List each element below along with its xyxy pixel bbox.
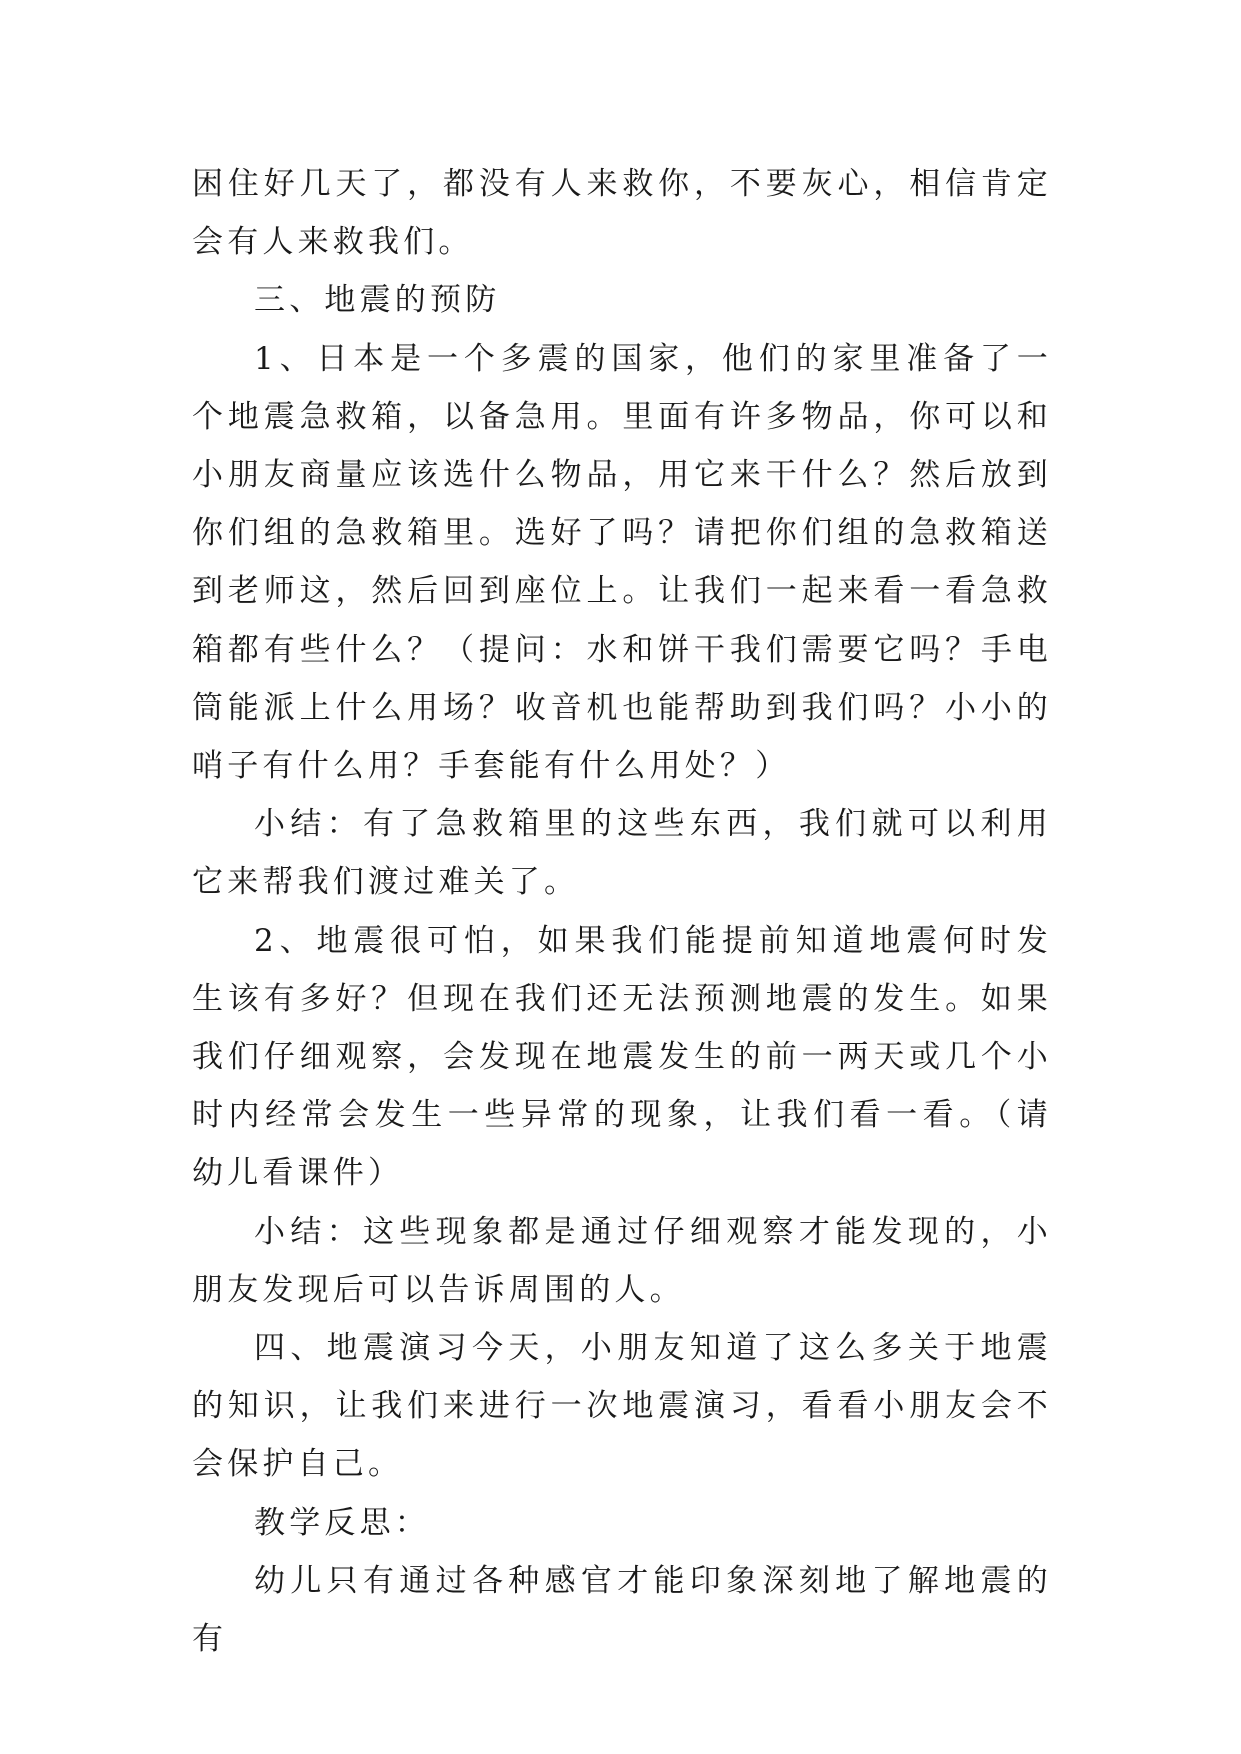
document-body xyxy=(192,155,1052,1668)
paragraph-summary-observation: 小结：这些现象都是通过仔细观察才能发现的，小朋友发现后可以告诉周围的人。 xyxy=(192,1213,1052,1308)
paragraph-summary-kit: 小结：有了急救箱里的这些东西，我们就可以利用它来帮我们渡过难关了。 xyxy=(192,806,1052,901)
paragraph-earthquake-prediction: 2、地震很可怕，如果我们能提前知道地震何时发生该有多好？但现在我们还无法预测地震的发生。如果我们仔细观察，会发现在地震发生的前一两天或几个小时内经常会发生一些异常的现象，让我们看一看。（请幼儿看课件） xyxy=(192,922,1052,1192)
heading-teaching-reflection: 教学反思： xyxy=(254,1504,430,1541)
paragraph-reflection-text: 幼儿只有通过各种感官才能印象深刻地了解地震的有 xyxy=(192,1562,1052,1658)
paragraph-earthquake-drill: 四、地震演习今天，小朋友知道了这么多关于地震的知识，让我们来进行一次地震演习，看看小朋友会不会保护自己。 xyxy=(192,1330,1052,1483)
section-heading-earthquake-prevention: 三、地震的预防 xyxy=(254,282,501,319)
paragraph-emergency-kit: 1、日本是一个多震的国家，他们的家里准备了一个地震急救箱，以备急用。里面有许多物品，你可以和小朋友商量应该选什么物品，用它来干什么？然后放到你们组的急救箱里。选好了吗？请把你们组的急救箱送到老师这，然后回到座位上。让我们一起来看一看急救箱都有些什么？（提问：水和饼干我们需要它吗？手电筒能派上什么用场？收音机也能帮助到我们吗？小小的哨子有什么用？手套能有什么用处？） xyxy=(192,340,1052,785)
paragraph-rescue-continuation: 困住好几天了，都没有人来救你，不要灰心，相信肯定会有人来救我们。 xyxy=(192,166,1052,261)
